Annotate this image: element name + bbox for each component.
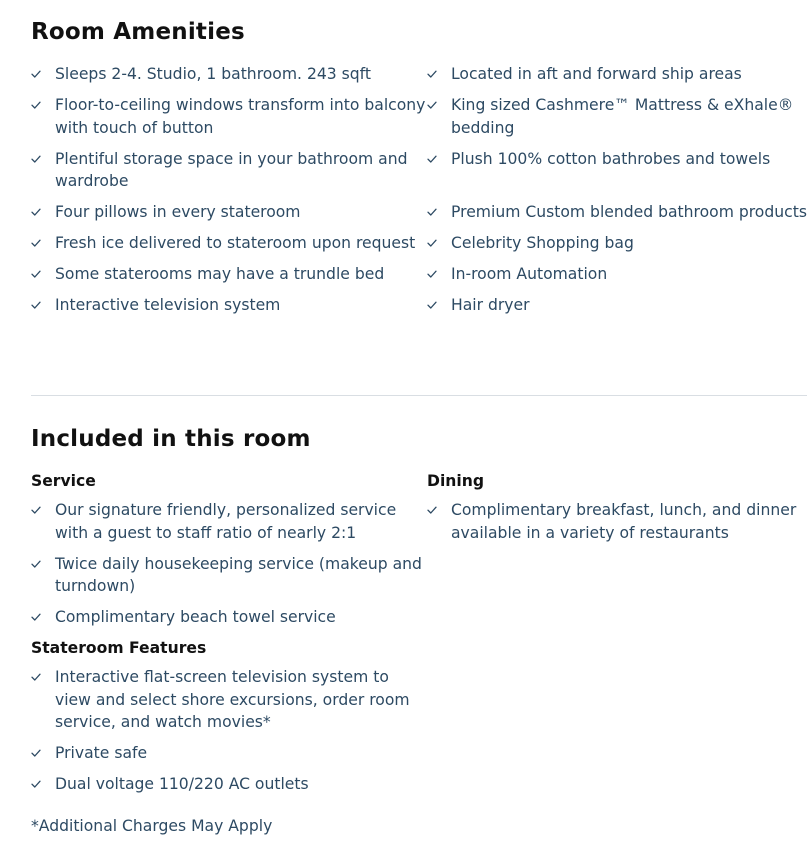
- list-item-text: Private safe: [55, 744, 148, 762]
- list-item: [31, 63, 427, 94]
- list-item-text: Interactive flat-screen television system to view and select shore excursions, order room service, and watch movies*: [55, 668, 410, 731]
- list-item: [427, 499, 807, 553]
- list-item-text: Plentiful storage space in your bathroom and wardrobe: [55, 149, 408, 190]
- list-item: [31, 263, 427, 294]
- list-item: [31, 148, 427, 202]
- list-item-text: Four pillows in every stateroom: [55, 203, 301, 221]
- list-item: [31, 606, 423, 637]
- stateroom-features-list: [31, 666, 423, 804]
- list-item: [31, 232, 427, 263]
- list-item-text: Complimentary breakfast, lunch, and dinner available in a variety of restaurants: [451, 501, 797, 542]
- list-item: [31, 294, 427, 325]
- list-item-text: Interactive television system: [55, 296, 281, 314]
- check-icon: [31, 232, 55, 255]
- list-item: [427, 263, 807, 294]
- list-item-text: Celebrity Shopping bag: [451, 234, 634, 252]
- list-item-text: In-room Automation: [451, 265, 608, 283]
- included-heading: Included in this room: [31, 426, 311, 452]
- included-right-column: [427, 470, 807, 553]
- list-item: [427, 294, 807, 325]
- check-icon: [427, 148, 451, 171]
- check-icon: [31, 553, 55, 576]
- list-item-text: Premium Custom blended bathroom products: [451, 203, 807, 221]
- list-item: [427, 94, 807, 148]
- list-item: [427, 148, 807, 202]
- list-item-text: King sized Cashmere™ Mattress & eXhale® bedding: [451, 96, 794, 137]
- check-icon: [31, 606, 55, 629]
- list-item-text: Some staterooms may have a trundle bed: [55, 265, 385, 283]
- service-list: [31, 499, 423, 637]
- list-item: [31, 773, 423, 804]
- list-item: [31, 553, 423, 607]
- room-amenities-heading: Room Amenities: [31, 19, 245, 45]
- check-icon: [427, 94, 451, 117]
- list-item-text: Complimentary beach towel service: [55, 608, 336, 626]
- list-item: [31, 666, 423, 742]
- list-item-text: Fresh ice delivered to stateroom upon request: [55, 234, 416, 252]
- list-item-text: Located in aft and forward ship areas: [451, 65, 742, 83]
- list-item-text: Plush 100% cotton bathrobes and towels: [451, 149, 771, 168]
- dining-subheading: Dining: [427, 472, 484, 490]
- check-icon: [427, 263, 451, 286]
- check-icon: [31, 94, 55, 117]
- check-icon: [31, 63, 55, 86]
- check-icon: [427, 63, 451, 86]
- list-item-text: Hair dryer: [451, 296, 530, 314]
- check-icon: [427, 499, 451, 522]
- check-icon: [31, 499, 55, 522]
- check-icon: [31, 263, 55, 286]
- stateroom-features-subheading: Stateroom Features: [31, 639, 207, 657]
- check-icon: [31, 773, 55, 796]
- list-item: [31, 499, 423, 553]
- service-subheading: Service: [31, 472, 96, 490]
- check-icon: [427, 232, 451, 255]
- section-divider: [31, 395, 807, 396]
- check-icon: [31, 294, 55, 317]
- list-item-text: Our signature friendly, personalized service with a guest to staff ratio of nearly 2:1: [55, 501, 397, 542]
- list-item: [427, 63, 807, 94]
- list-item-text: Twice daily housekeeping service (makeup and turndown): [55, 554, 422, 595]
- dining-list: [427, 499, 807, 553]
- check-icon: [31, 742, 55, 765]
- amenities-list: [31, 63, 807, 325]
- included-left-column: [31, 470, 423, 804]
- check-icon: [31, 201, 55, 224]
- check-icon: [427, 201, 451, 224]
- check-icon: [31, 666, 55, 689]
- list-item-text: Sleeps 2-4. Studio, 1 bathroom. 243 sqft: [55, 65, 372, 83]
- check-icon: [31, 148, 55, 171]
- list-item: [427, 232, 807, 263]
- additional-charges-note: *Additional Charges May Apply: [31, 817, 273, 835]
- list-item: [427, 201, 807, 232]
- list-item-text: Floor-to-ceiling windows transform into balcony with touch of button: [55, 96, 426, 137]
- list-item: [31, 201, 427, 232]
- check-icon: [427, 294, 451, 317]
- list-item: [31, 742, 423, 773]
- list-item-text: Dual voltage 110/220 AC outlets: [55, 775, 309, 793]
- list-item: [31, 94, 427, 148]
